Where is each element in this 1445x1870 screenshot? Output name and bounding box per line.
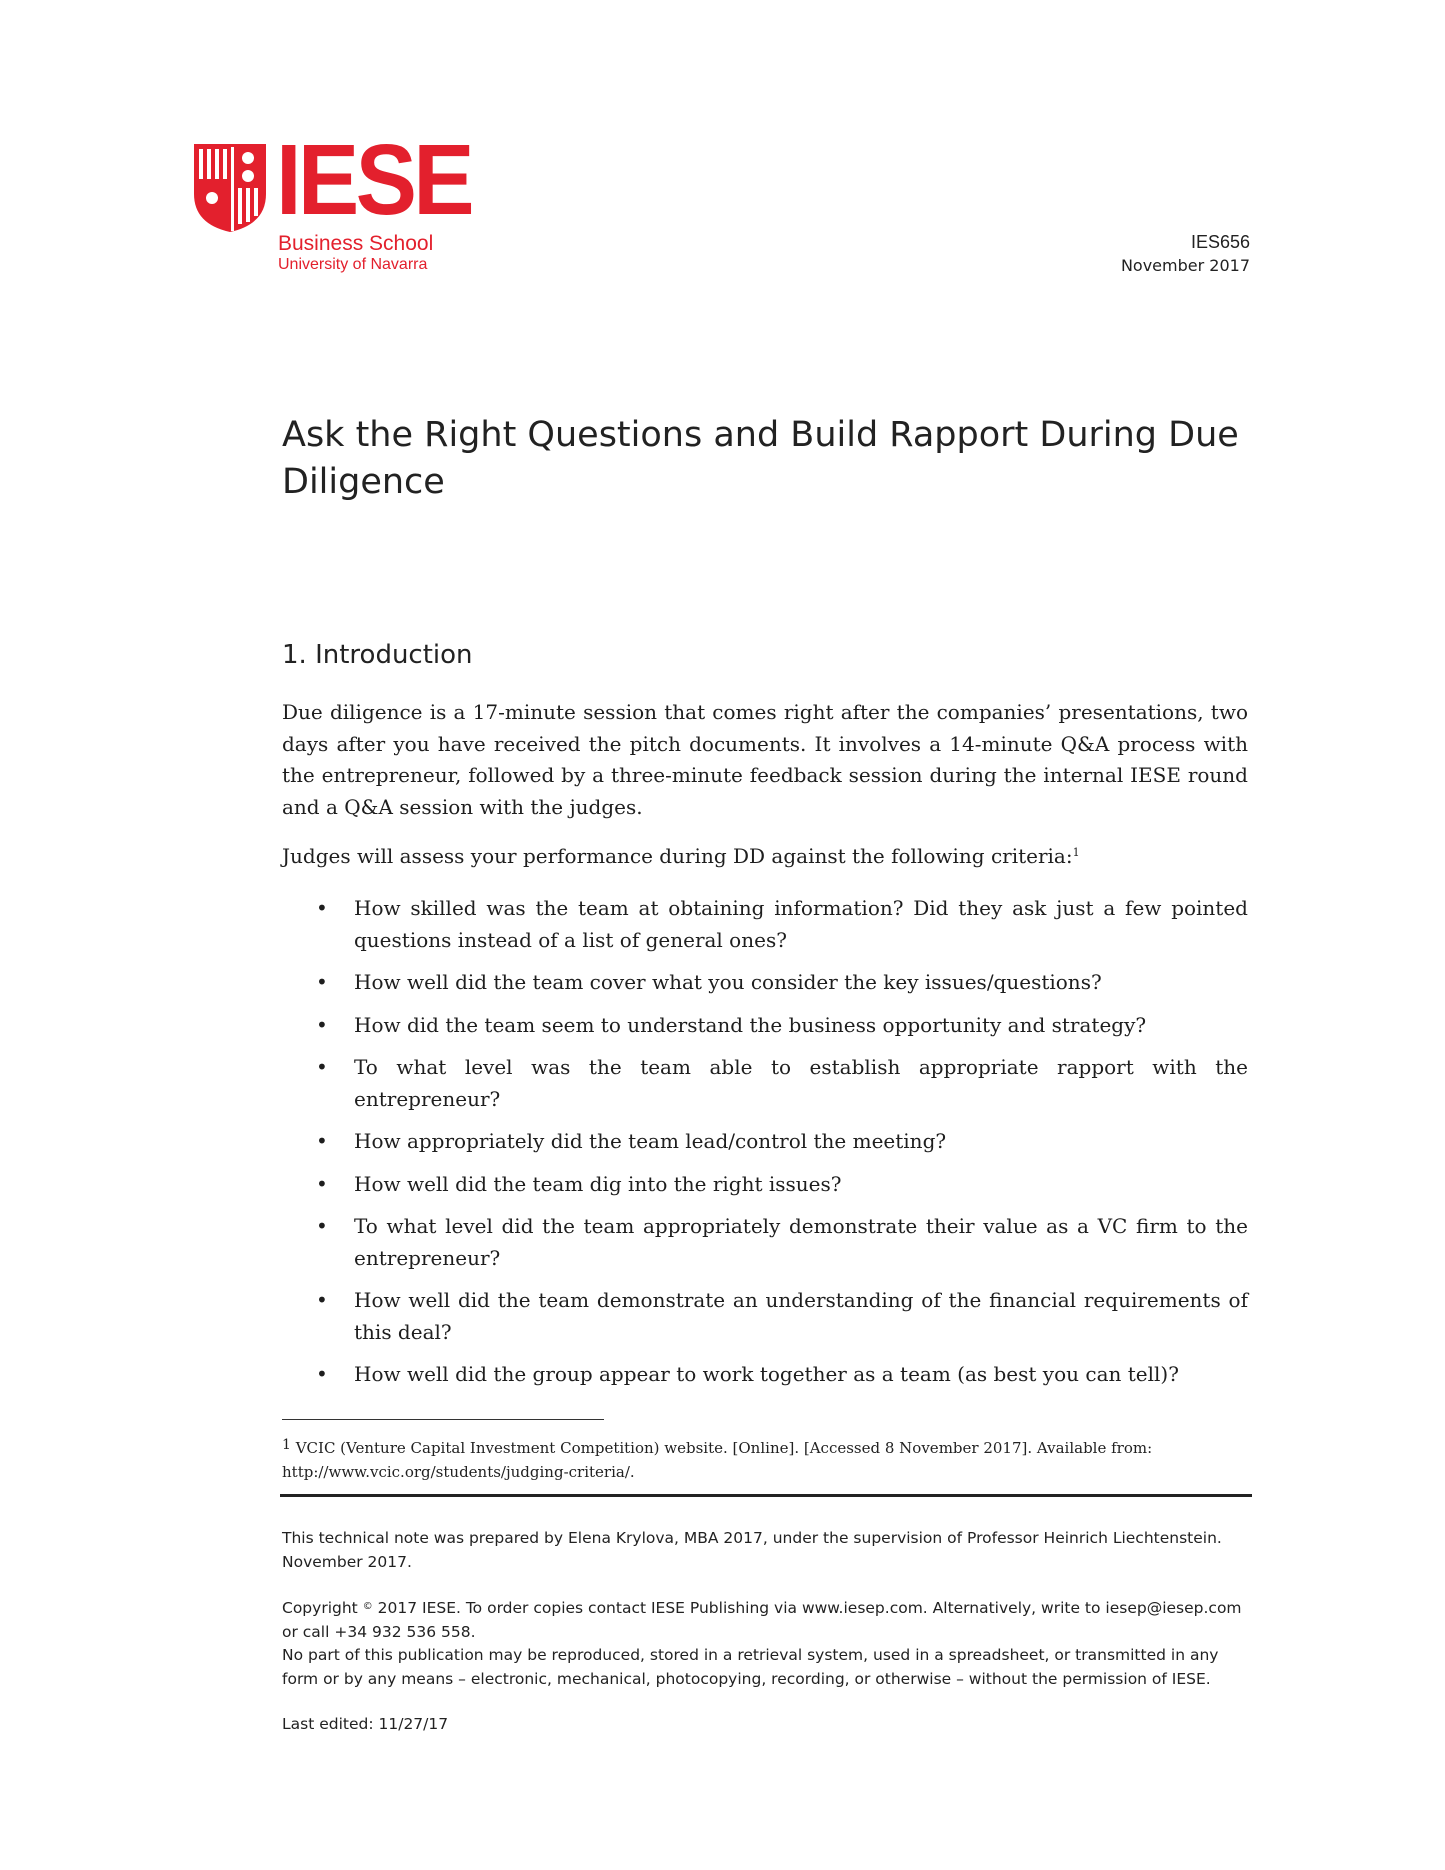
list-item: [282, 1211, 1248, 1274]
bullet-icon: •: [316, 1171, 328, 1196]
list-item-text: How well did the group appear to work together as a team (as best you can tell)?: [354, 1362, 1179, 1386]
logo-university: University of Navarra: [278, 256, 428, 273]
bullet-icon: •: [316, 896, 328, 920]
bullet-icon: •: [316, 1012, 328, 1037]
list-item: [282, 893, 1248, 956]
document-code: IES656: [1190, 232, 1250, 252]
list-item: [282, 1126, 1248, 1158]
logo-business-school: Business School: [278, 232, 434, 255]
footnote-divider: [282, 1419, 604, 1420]
intro-paragraph: Due diligence is a 17-minute session that comes right after the companies’ presentations, two days after you have received the pitch documents. It involves a 14-minute Q&A process with the entrepreneur, followed by a three-minute feedback session during the internal IESE round and a Q&A session with the judges.: [282, 700, 1248, 819]
list-item-text: How well did the team demonstrate an understanding of the financial requirements of this deal?: [354, 1288, 1248, 1344]
copyright-symbol: ©: [362, 1601, 373, 1612]
logo-wordmark: IESE: [276, 124, 471, 236]
list-item: [282, 1285, 1248, 1348]
criteria-list: [282, 893, 1248, 1402]
bullet-icon: •: [316, 970, 328, 994]
list-item: [282, 1010, 1248, 1042]
document-date: November 2017: [1120, 256, 1250, 275]
copyright-note: [282, 1597, 1252, 1644]
footnote-text: VCIC (Venture Capital Investment Competition) website. [Online]. [Accessed 8 November 2017]. Available from: http://www.vcic.org/students/judging-criteria/.: [282, 1439, 1153, 1481]
list-item: [282, 1169, 1248, 1201]
section-heading: 1. Introduction: [282, 640, 473, 670]
bullet-icon: •: [316, 1055, 328, 1079]
list-item-text: How well did the team cover what you consider the key issues/questions?: [354, 970, 1102, 994]
list-item-text: How well did the team dig into the right issues?: [354, 1171, 842, 1196]
section-divider: [280, 1494, 1252, 1497]
criteria-intro-text: Judges will assess your performance during DD against the following criteria:: [282, 844, 1073, 868]
list-item-text: How skilled was the team at obtaining information? Did they ask just a few pointed questions instead of a list of general ones?: [354, 896, 1248, 952]
copyright-prefix: Copyright: [282, 1599, 358, 1617]
footnote-mark: 1: [282, 1437, 291, 1453]
list-item-text: How did the team seem to understand the business opportunity and strategy?: [354, 1012, 1147, 1037]
iese-logo: [194, 124, 471, 280]
list-item-text: How appropriately did the team lead/control the meeting?: [354, 1129, 947, 1153]
iese-shield-icon: [194, 144, 266, 232]
criteria-intro: [282, 841, 1248, 873]
list-item: [282, 967, 1248, 999]
prepared-by-note: This technical note was prepared by Elena Krylova, MBA 2017, under the supervision of Professor Heinrich Liechtenstein. November 2017.: [282, 1529, 1222, 1571]
list-item-text: To what level was the team able to establish appropriate rapport with the entrepreneur?: [354, 1055, 1248, 1111]
bullet-icon: •: [316, 1288, 328, 1312]
bullet-icon: •: [316, 1129, 328, 1153]
rights-note: No part of this publication may be reproduced, stored in a retrieval system, used in a spreadsheet, or transmitted in any form or by any means – electronic, mechanical, photocopying, recording, or otherwise – without the permission of IESE.: [282, 1646, 1219, 1688]
page-title: Ask the Right Questions and Build Rapport During Due Diligence: [282, 415, 1239, 502]
footnote-reference: 1: [1072, 846, 1080, 859]
list-item-text: To what level did the team appropriately demonstrate their value as a VC firm to the entrepreneur?: [354, 1214, 1248, 1270]
last-edited: Last edited: 11/27/17: [282, 1715, 449, 1733]
bullet-icon: •: [316, 1214, 328, 1238]
bullet-icon: •: [316, 1362, 328, 1386]
list-item: [282, 1359, 1248, 1391]
copyright-text: 2017 IESE. To order copies contact IESE Publishing via www.iesep.com. Alternatively, write to iesep@iesep.com or call +34 932 536 558.: [282, 1599, 1242, 1641]
footnote: [282, 1436, 1248, 1484]
list-item: [282, 1052, 1248, 1115]
